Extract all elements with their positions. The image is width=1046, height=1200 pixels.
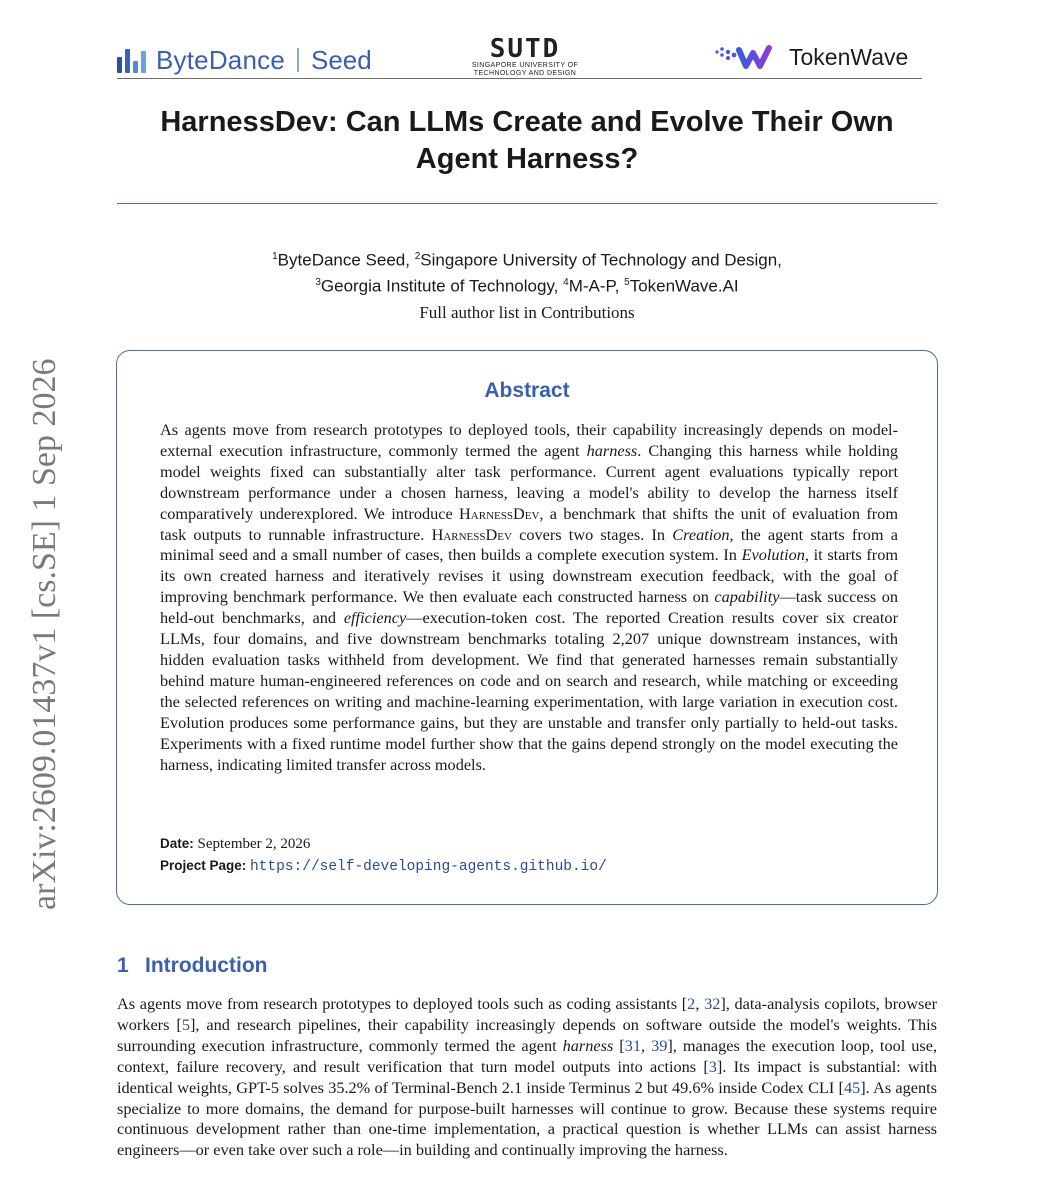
- project-page-label: Project Page:: [160, 858, 247, 873]
- introduction-paragraph: As agents move from research prototypes to deployed tools such as coding assistants [2, 32], data-analysis copilots, browser workers [5], and research pipelines, their capability increasingly depends on software outside the model's weights. This surrounding execution infrastructure, commonly termed the agent harness [31, 39], manages the execution loop, tool use, context, failure recovery, and result verification that turn model outputs into actions [3]. Its impact is substantial: with identical weights, GPT-5 solves 35.2% of Terminal-Bench 2.1 inside Terminus 2 but 49.6% inside Codex CLI [45]. As agents specialize to more domains, the demand for purpose-built harnesses will continue to grow. Because these systems require continuous development rather than one-time implementation, a practical question is whether LLMs can assist harness engineers—or even take over such a role—in building and continually improving the harness.: [117, 994, 938, 1160]
- logo-divider: [297, 48, 299, 72]
- sutd-subtitle-1: SINGAPORE UNIVERSITY OF: [471, 62, 579, 69]
- abstract-text: As agents move from research prototypes to deployed tools, their capability increasingly depends on model-external execution infrastructure, commonly termed the agent harness. Changing this harness while holding model weights fixed can substantially alter task performance. Current agent evaluations typically report downstream performance under a chosen harness, leaving a model's ability to develop the harness itself comparatively underexplored. We introduce HarnessDev, a benchmark that shifts the unit of evaluation from task outputs to runnable infrastructure. HarnessDev covers two stages. In Creation, the agent starts from a minimal seed and a small number of cases, then builds a complete execution system. In Evolution, it starts from its own created harness and iteratively revises it using downstream execution feedback, with the goal of improving benchmark performance. We then evaluate each constructed harness on capability—task success on held-out benchmarks, and efficiency—execution-token cost. The reported Creation results cover six creator LLMs, four domains, and five downstream benchmarks totaling 2,207 unique downstream instances, with hidden evaluation tasks withheld from development. We find that generated harnesses remain substantially behind mature human-engineered references on code and on search and research, while matching or exceeding the selected references on writing and machine-learning experimentation, with large variation in execution cost. Evolution produces some performance gains, but they are unstable and transfer only partially to held-out tasks. Experiments with a fixed runtime model further show that the gains depend strongly on the model executing the harness, indicating limited transfer across models.: [160, 420, 898, 774]
- author-list-note: Full author list in Contributions: [419, 303, 635, 322]
- citation-link[interactable]: 39: [651, 1035, 668, 1055]
- tokenwave-logo: [713, 42, 908, 72]
- section-heading-introduction: [117, 954, 267, 978]
- section-number: 1: [117, 954, 129, 977]
- citation-link[interactable]: 32: [704, 994, 721, 1013]
- sutd-logo: [471, 36, 579, 78]
- bytedance-seed-logo: [117, 44, 372, 76]
- date-label: Date:: [160, 836, 194, 851]
- title-line-2: Agent Harness?: [415, 143, 639, 175]
- project-page-row: [160, 855, 607, 878]
- arxiv-identifier: arXiv:2609.01437v1 [cs.SE] 1 Sep 2026: [26, 358, 63, 910]
- title-line-1: HarnessDev: Can LLMs Create and Evolve Their Own: [160, 106, 894, 138]
- section-title: Introduction: [145, 954, 268, 977]
- paper-title: [117, 104, 937, 178]
- bytedance-brand: ByteDance: [156, 44, 285, 75]
- sutd-wordmark: SUTD: [489, 34, 561, 64]
- date-value: September 2, 2026: [197, 836, 311, 852]
- affiliations-line-2: $^3$Georgia Institute of Technology, $^4$M-A-P, $^5$TokenWave.AI: [315, 276, 739, 296]
- citation-link[interactable]: 5: [181, 1014, 190, 1034]
- abstract-box: [116, 350, 938, 905]
- title-rule: [117, 203, 937, 204]
- bytedance-bars-icon: [117, 47, 146, 73]
- date-row: [160, 833, 607, 855]
- tokenwave-wave-icon: [713, 44, 783, 70]
- affiliations: [117, 246, 937, 297]
- citation-link[interactable]: 31: [624, 1035, 642, 1055]
- sutd-subtitle-2: TECHNOLOGY AND DESIGN: [473, 70, 577, 77]
- seed-brand: Seed: [310, 44, 372, 75]
- citation-link[interactable]: 2: [687, 994, 696, 1013]
- header-rule: [117, 78, 922, 79]
- abstract-heading: Abstract: [484, 379, 570, 402]
- citation-link[interactable]: 3: [708, 1056, 717, 1076]
- affiliations-line-1: $^1$ByteDance Seed, $^2$Singapore University of Technology and Design,: [272, 250, 782, 270]
- citation-link[interactable]: 45: [843, 1077, 861, 1097]
- abstract-meta: [160, 833, 607, 878]
- tokenwave-brand: TokenWave: [789, 43, 909, 70]
- project-page-link[interactable]: https://self-developing-agents.github.io/: [250, 859, 607, 875]
